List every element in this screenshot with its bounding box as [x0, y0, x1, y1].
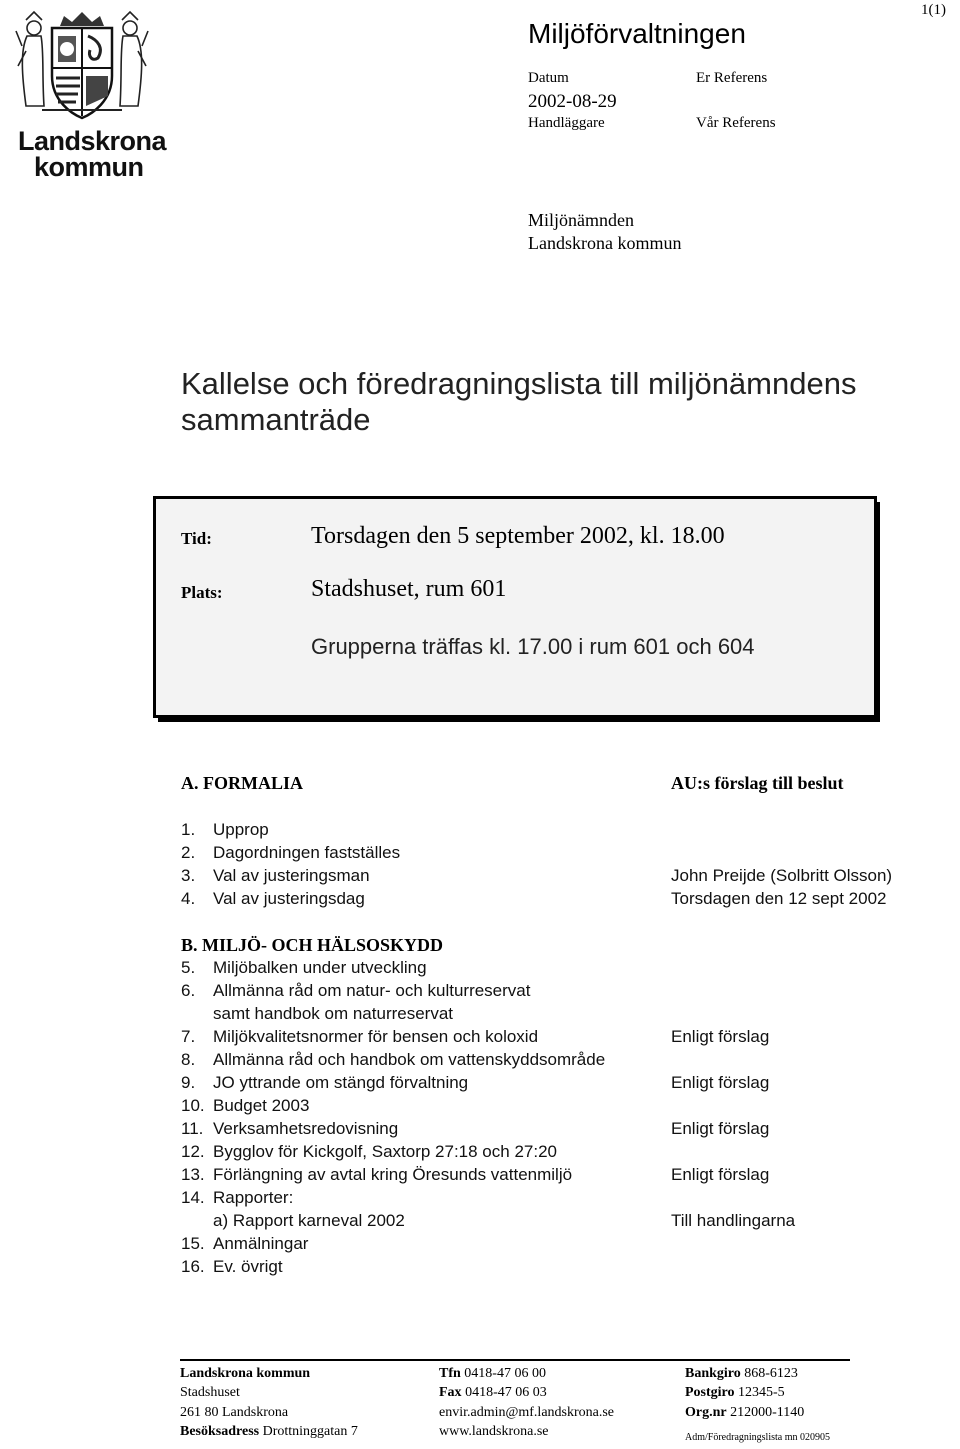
agenda-decision: Enligt förslag [671, 1027, 770, 1046]
item-number: 5. [181, 958, 196, 977]
footer-website-link[interactable]: www.landskrona.se [439, 1424, 549, 1439]
footer-visit-address [180, 1424, 358, 1440]
tid-label: Tid: [181, 529, 212, 548]
agenda-item-continued: samt handbok om naturreservat [213, 1004, 454, 1023]
agenda-subitem: a) Rapport karneval 2002 [213, 1211, 405, 1230]
section-a-title: A. FORMALIA [181, 773, 303, 793]
plats-value: Stadshuset, rum 601 [311, 576, 507, 602]
item-number: 11. [181, 1119, 204, 1138]
recipient-line1: Miljönämnden [528, 210, 634, 230]
visit-address-value: Drottninggatan 7 [259, 1424, 358, 1439]
agenda-item: Dagordningen fastställes [213, 843, 401, 862]
document-reference: Adm/Föredragningslista mn 020905 [685, 1432, 830, 1443]
agenda-item: Val av justeringsdag [213, 889, 365, 908]
item-number: 8. [181, 1050, 196, 1069]
orgnr-label: Org.nr [685, 1405, 727, 1420]
agenda-item: JO yttrande om stängd förvaltning [213, 1073, 469, 1092]
item-number: 1. [181, 820, 196, 839]
fax-label: Fax [439, 1385, 462, 1400]
fax-value: 0418-47 06 03 [461, 1385, 547, 1400]
visit-address-label: Besöksadress [180, 1424, 260, 1439]
item-number: 13. [181, 1165, 205, 1184]
agenda-item: Miljökvalitetsnormer för bensen och koloxid [213, 1027, 539, 1046]
handlaggare-label: Handläggare [528, 115, 605, 131]
agenda-decision: Enligt förslag [671, 1165, 770, 1184]
agenda-decision: Till handlingarna [671, 1211, 796, 1230]
recipient-line2: Landskrona kommun [528, 233, 682, 253]
page-number: 1(1) [921, 2, 946, 18]
postgiro-value: 12345-5 [734, 1385, 785, 1400]
footer-building: Stadshuset [180, 1385, 240, 1400]
item-number: 16. [181, 1257, 205, 1276]
agenda-item: Allmänna råd om natur- och kulturreservat [213, 981, 531, 1000]
item-number: 7. [181, 1027, 196, 1046]
logo-text-line1: Landskrona [18, 126, 167, 156]
item-number: 9. [181, 1073, 196, 1092]
footer-fax [439, 1385, 547, 1401]
item-number: 15. [181, 1234, 205, 1253]
agenda-item: Verksamhetsredovisning [213, 1119, 399, 1138]
agenda-item: Ev. övrigt [213, 1257, 283, 1276]
footer-orgnr [685, 1405, 804, 1421]
phone-value: 0418-47 06 00 [460, 1366, 546, 1381]
footer-divider [180, 1359, 850, 1361]
orgnr-value: 212000-1140 [726, 1405, 805, 1420]
item-number: 12. [181, 1142, 205, 1161]
footer-postgiro [685, 1385, 785, 1401]
item-number: 6. [181, 981, 196, 1000]
plats-label: Plats: [181, 583, 223, 602]
agenda-item: Allmänna råd och handbok om vattenskyddsområde [213, 1050, 606, 1069]
section-b-title: B. MILJÖ- OCH HÄLSOSKYDD [181, 935, 444, 955]
footer-email-link[interactable]: envir.admin@mf.landskrona.se [439, 1405, 615, 1420]
agenda-decision: Enligt förslag [671, 1119, 770, 1138]
er-referens-label: Er Referens [696, 70, 768, 86]
agenda-item: Budget 2003 [213, 1096, 310, 1115]
footer-org-name: Landskrona kommun [180, 1366, 311, 1381]
agenda-item: Rapporter: [213, 1188, 294, 1207]
item-number: 14. [181, 1188, 205, 1207]
agenda-item: Bygglov för Kickgolf, Saxtorp 27:18 och 27:20 [213, 1142, 557, 1161]
phone-label: Tfn [439, 1366, 461, 1381]
agenda-decision: Enligt förslag [671, 1073, 770, 1092]
agenda-decision: Torsdagen den 12 sept 2002 [671, 889, 887, 908]
item-number: 2. [181, 843, 196, 862]
footer-postal: 261 80 Landskrona [180, 1405, 289, 1420]
item-number: 10. [181, 1096, 205, 1115]
agenda-item: Förlängning av avtal kring Öresunds vattenmiljö [213, 1165, 573, 1184]
groups-info: Grupperna träffas kl. 17.00 i rum 601 och 604 [311, 634, 755, 659]
bankgiro-value: 868-6123 [740, 1366, 798, 1381]
logo-text-line2: kommun [34, 152, 144, 182]
postgiro-label: Postgiro [685, 1385, 735, 1400]
footer-phone [439, 1366, 546, 1382]
agenda-decision: John Preijde (Solbritt Olsson) [671, 866, 893, 885]
datum-value: 2002-08-29 [528, 91, 617, 112]
agenda-item: Val av justeringsman [213, 866, 370, 885]
footer-bankgiro [685, 1366, 798, 1382]
document-title-line1: Kallelse och föredragningslista till miljönämndens [181, 366, 857, 401]
item-number: 4. [181, 889, 196, 908]
proposal-header: AU:s förslag till beslut [671, 773, 844, 793]
item-number: 3. [181, 866, 196, 885]
agenda-item: Upprop [213, 820, 269, 839]
tid-value: Torsdagen den 5 september 2002, kl. 18.00 [311, 523, 725, 549]
landskrona-logo [12, 6, 167, 182]
var-referens-label: Vår Referens [696, 115, 776, 131]
datum-label: Datum [528, 70, 569, 86]
bankgiro-label: Bankgiro [685, 1366, 741, 1381]
document-title-line2: sammanträde [181, 402, 371, 437]
coat-of-arms-icon [12, 6, 152, 124]
agenda-item: Miljöbalken under utveckling [213, 958, 427, 977]
agenda-item: Anmälningar [213, 1234, 309, 1253]
organization-title: Miljöförvaltningen [528, 18, 746, 49]
